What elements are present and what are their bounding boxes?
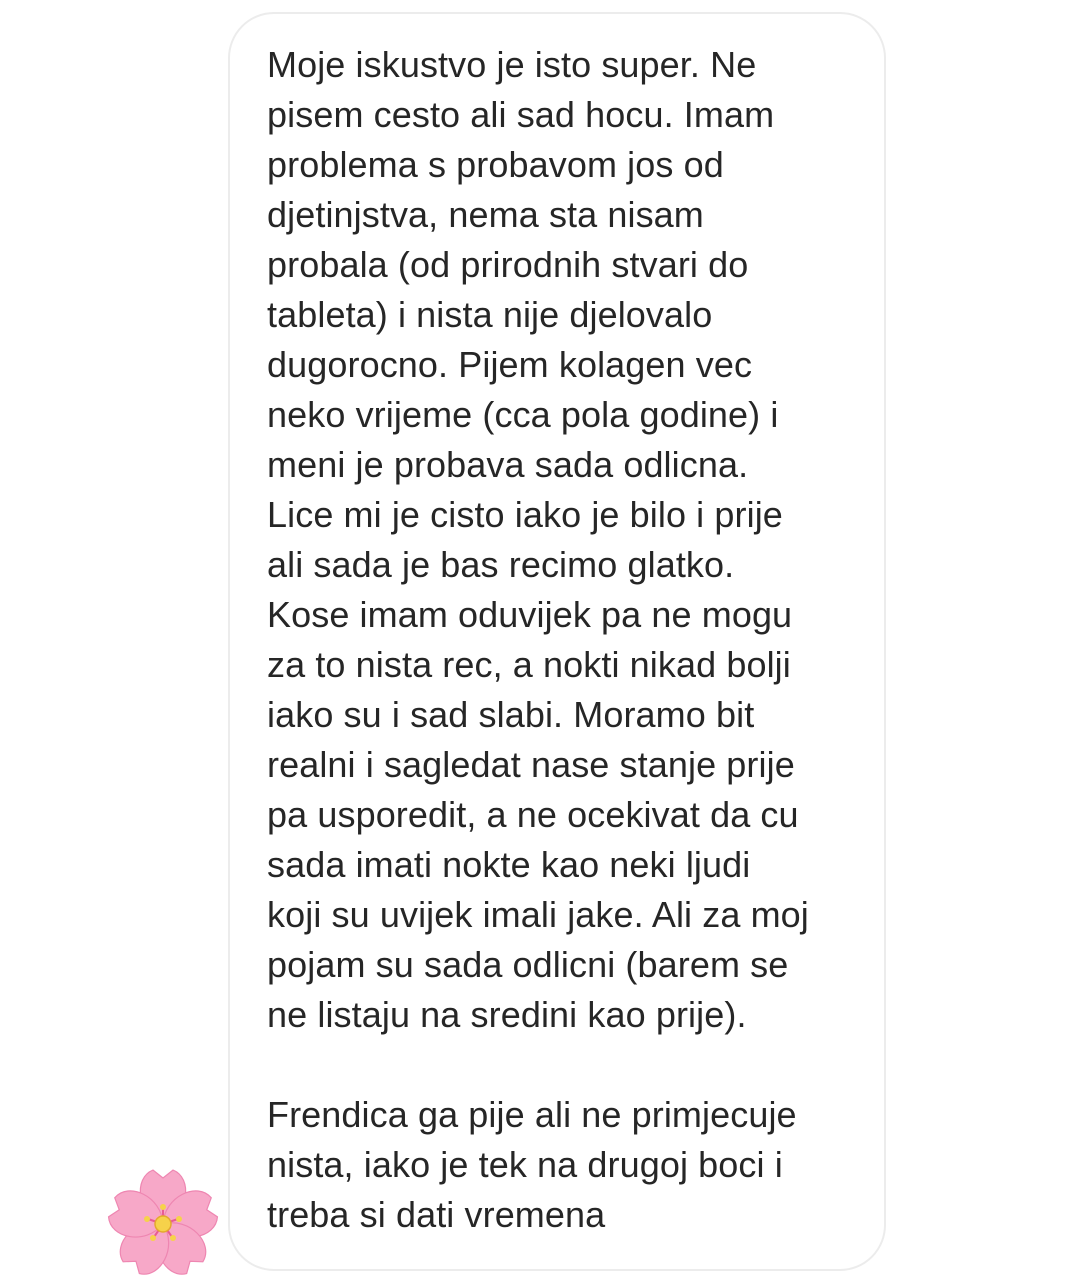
message-paragraph-1: Moje iskustvo je isto super. Ne pisem cesto ali sad hocu. Imam problema s probavom jos od djetinjstva, nema sta nisam probala (od prirodnih stvari do tableta) i nista nije djelovalo dugorocno. Pijem kolagen vec neko vrijeme (cca pola godine) i meni je probava sada odlicna. Lice mi je cisto iako je bilo i prije ali sada je bas recimo glatko. Kose imam oduvijek pa ne mogu za to nista rec, a nokti nikad bolji iako su i sad slabi. Moramo bit realni i sagledat nase stanje prije pa usporedit, a ne ocekivat da cu sada imati nokte kao neki ljudi koji su uvijek imali jake. Ali za moj pojam su sada odlicni (barem se ne listaju na sredini kao prije).	[267, 44, 809, 1035]
message-bubble[interactable]	[228, 12, 886, 1271]
cherry-blossom-icon[interactable]	[100, 1166, 226, 1283]
paragraph-gap	[267, 1040, 864, 1090]
message-paragraph-2: Frendica ga pije ali ne primjecuje nista, iako je tek na drugoj boci i treba si dati vremena	[267, 1094, 797, 1235]
